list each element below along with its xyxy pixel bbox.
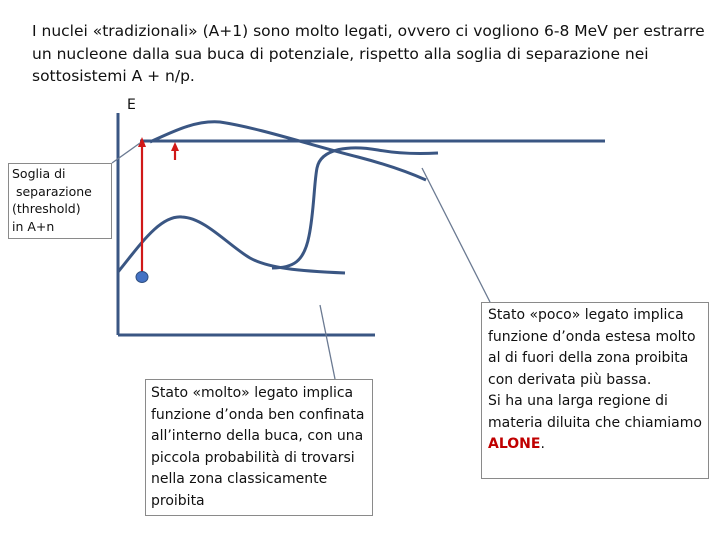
weakly-bound-text: Stato «poco» legato implica funzione d’onda estesa molto al di fuori della zona proibita con derivata più bassa. [488, 307, 696, 388]
threshold-line-3: (threshold) [12, 201, 81, 216]
strong-callout-line [320, 305, 335, 379]
threshold-line-2: separazione [12, 183, 92, 199]
halo-text [488, 391, 708, 456]
halo-text-suffix: . [540, 436, 545, 452]
bound-state-dot [136, 272, 148, 283]
slide-heading: I nuclei «tradizionali» (A+1) sono molto legati, ovvero ci vogliono 6-8 MeV per estrarre un nucleone dalla sua buca di potenziale, rispetto alla soglia di separazione nei sottosistemi A + n/p. [32, 22, 705, 85]
weakly-bound-callout-box [481, 302, 709, 479]
halo-highlight: ALONE [488, 436, 541, 452]
strongly-bound-callout-box [145, 379, 373, 516]
threshold-line-1: Soglia di [12, 166, 66, 181]
strongly-bound-text: Stato «molto» legato implica funzione d’onda ben confinata all’interno della buca, con una piccola probabilità di trovarsi nella zona classicamente proibita [151, 385, 365, 509]
small-energy-arrowhead [171, 142, 179, 151]
potential-well-curve [272, 148, 438, 268]
threshold-callout-line [112, 143, 140, 163]
threshold-line-4: in A+n [12, 218, 55, 234]
halo-text-prefix: Si ha una larga regione di materia diluita che chiamiamo [488, 393, 702, 431]
threshold-callout-box [8, 163, 112, 239]
weak-callout-line [422, 168, 490, 302]
energy-axis-label: E [127, 97, 136, 113]
